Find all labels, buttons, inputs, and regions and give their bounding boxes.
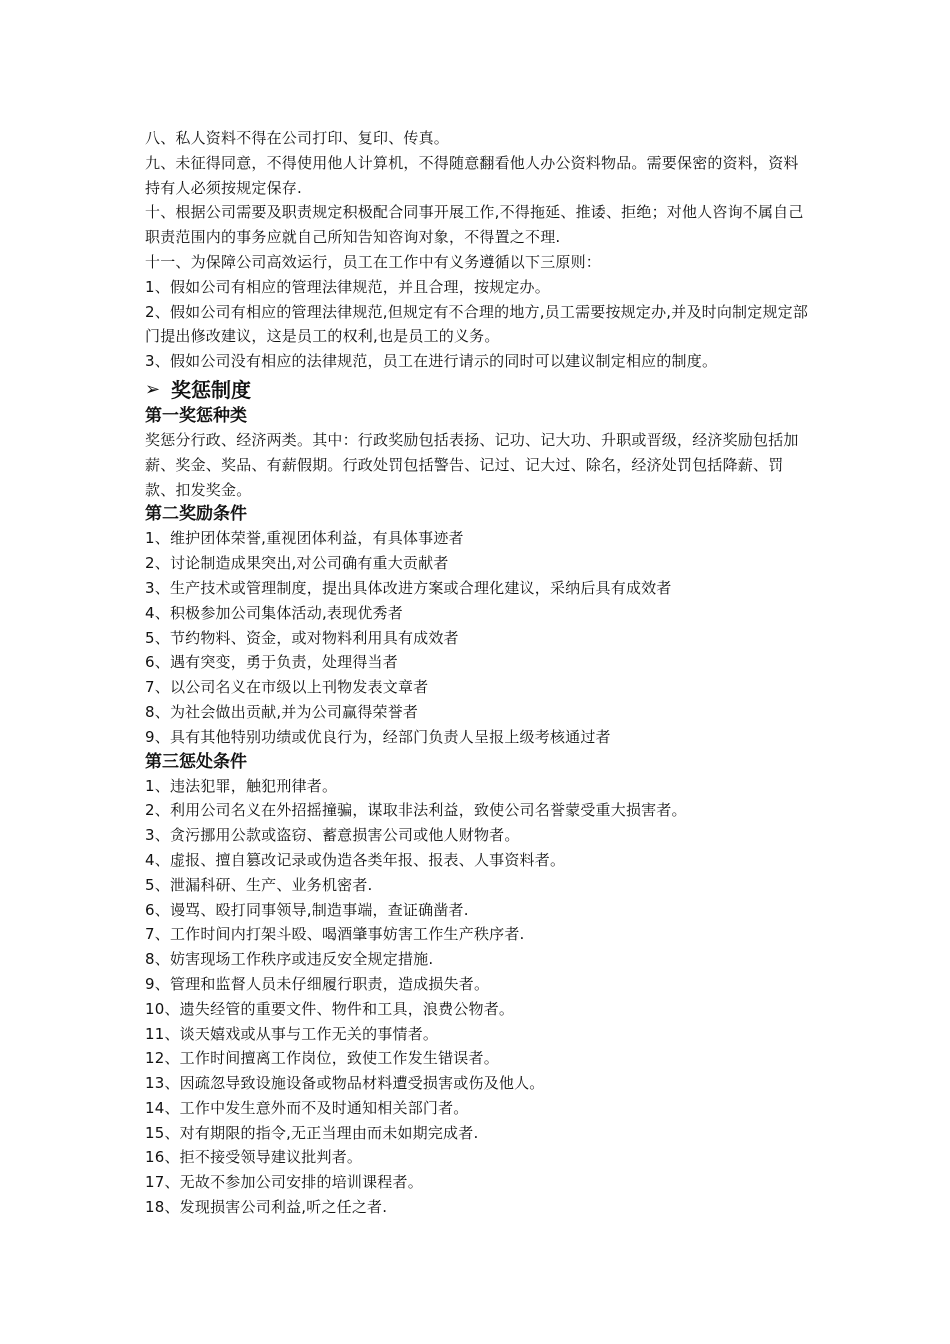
penalty-item: 7、工作时间内打架斗殴、喝酒肇事妨害工作生产秩序者. xyxy=(145,925,525,944)
intro-paragraph-10: 十、根据公司需要及职责规定积极配合同事开展工作,不得拖延、推诿、拒绝；对他人咨询不属自己职责范围内的事务应就自己所知告知咨询对象，不得置之不理. xyxy=(145,203,804,247)
intro-principle-3: 3、假如公司没有相应的法律规范，员工在进行请示的同时可以建议制定相应的制度。 xyxy=(145,352,718,371)
penalty-item: 11、谈天嬉戏或从事与工作无关的事情者。 xyxy=(145,1024,439,1043)
reward-item: 5、节约物料、资金，或对物料利用具有成效者 xyxy=(145,628,459,647)
penalty-item: 13、因疏忽导致设施设备或物品材料遭受损害或伤及他人。 xyxy=(145,1074,545,1093)
intro-paragraph-11: 十一、为保障公司高效运行，员工在工作中有义务遵循以下三原则： xyxy=(145,252,602,271)
reward-item: 6、遇有突变，勇于负责，处理得当者 xyxy=(145,653,398,672)
part3-heading: 第三惩处条件 xyxy=(145,751,247,772)
section-heading-text: 奖惩制度 xyxy=(171,377,251,402)
reward-item: 2、讨论制造成果突出,对公司确有重大贡献者 xyxy=(145,554,449,573)
penalty-item: 17、无故不参加公司安排的培训课程者。 xyxy=(145,1173,423,1192)
penalty-item: 5、泄漏科研、生产、业务机密者. xyxy=(145,875,373,894)
reward-item: 3、生产技术或管理制度，提出具体改进方案或合理化建议，采纳后具有成效者 xyxy=(145,578,672,597)
reward-item: 9、具有其他特别功绩或优良行为，经部门负责人呈报上级考核通过者 xyxy=(145,727,611,746)
intro-principle-2: 2、假如公司有相应的管理法律规范,但规定有不合理的地方,员工需要按规定办,并及时向制定规定部门提出修改建议，这是员工的权利,也是员工的义务。 xyxy=(145,302,809,346)
section-heading xyxy=(145,376,810,404)
reward-item: 8、为社会做出贡献,并为公司赢得荣誉者 xyxy=(145,702,419,721)
penalty-item: 14、工作中发生意外而不及时通知相关部门者。 xyxy=(145,1098,469,1117)
part2-heading: 第二奖励条件 xyxy=(145,504,247,525)
part1-paragraph: 奖惩分行政、经济两类。其中：行政奖励包括表扬、记功、记大功、升职或晋级，经济奖励包括加薪、奖金、奖品、有薪假期。行政处罚包括警告、记过、记大过、除名，经济处罚包括降薪、罚款、扣发奖金。 xyxy=(145,430,799,499)
intro-paragraph-8: 八、私人资料不得在公司打印、复印、传真。 xyxy=(145,129,450,147)
part1-heading: 第一奖惩种类 xyxy=(145,405,247,426)
penalty-item: 15、对有期限的指令,无正当理由而未如期完成者. xyxy=(145,1123,479,1142)
intro-principle-1: 1、假如公司有相应的管理法律规范，并且合理，按规定办。 xyxy=(145,277,550,296)
penalty-item: 12、工作时间擅离工作岗位，致使工作发生错误者。 xyxy=(145,1049,499,1068)
penalty-item: 3、贪污挪用公款或盗窃、蓄意损害公司或他人财物者。 xyxy=(145,826,520,845)
penalty-item: 1、违法犯罪，触犯刑律者。 xyxy=(145,776,338,795)
penalty-item: 2、利用公司名义在外招摇撞骗，谋取非法利益，致使公司名誉蒙受重大损害者。 xyxy=(145,801,687,820)
reward-item: 7、以公司名义在市级以上刊物发表文章者 xyxy=(145,678,429,697)
arrow-bullet-icon: ➢ xyxy=(145,378,161,400)
penalty-item: 9、管理和监督人员未仔细履行职责，造成损失者。 xyxy=(145,974,490,993)
penalty-item: 18、发现损害公司利益,听之任之者. xyxy=(145,1198,388,1217)
penalty-item: 4、虚报、擅自篡改记录或伪造各类年报、报表、人事资料者。 xyxy=(145,850,566,869)
penalty-item: 8、妨害现场工作秩序或违反安全规定措施. xyxy=(145,950,434,969)
document-body xyxy=(145,126,810,1220)
penalty-item: 10、遗失经管的重要文件、物件和工具，浪费公物者。 xyxy=(145,999,515,1018)
penalty-item: 16、拒不接受领导建议批判者。 xyxy=(145,1148,363,1167)
penalty-item: 6、谩骂、殴打同事领导,制造事端，查证确凿者. xyxy=(145,900,469,919)
reward-item: 1、维护团体荣誉,重视团体利益，有具体事迹者 xyxy=(145,529,464,548)
intro-paragraph-9: 九、未征得同意，不得使用他人计算机，不得随意翻看他人办公资料物品。需要保密的资料，资料持有人必须按规定保存. xyxy=(145,153,799,197)
reward-item: 4、积极参加公司集体活动,表现优秀者 xyxy=(145,603,403,622)
